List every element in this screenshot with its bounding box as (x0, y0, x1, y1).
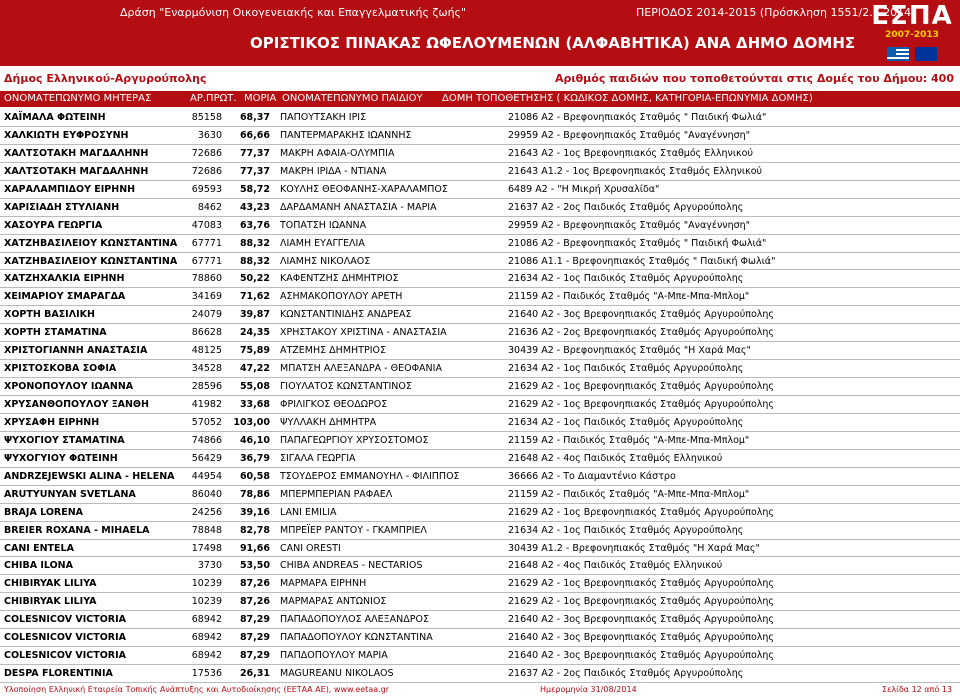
subheader (0, 68, 960, 88)
child-name: ΑΣΗΜΑΚΟΠΟΥΛΟΥ ΑΡΕΤΗ (280, 291, 403, 303)
mother-name: BREIER ROXANA - MIHAELA (4, 524, 150, 536)
table-row (0, 414, 960, 432)
table-row (0, 665, 960, 683)
mother-name: ΨΥΧΟΓΥΙΟΥ ΦΩΤΕΙΝΗ (4, 452, 118, 464)
score: 63,76 (239, 219, 270, 231)
score: 87,29 (239, 650, 270, 662)
structure: 21640 Α2 - 3ος Βρεφονηπιακός Σταθμός Αργυρούπολης (508, 614, 774, 626)
mother-name: BRAJA LORENA (4, 506, 84, 518)
protocol-number: 86628 (191, 327, 222, 339)
protocol-number: 8462 (197, 201, 222, 213)
beneficiaries-table (0, 109, 960, 683)
protocol-number: 86040 (191, 488, 222, 500)
table-row (0, 450, 960, 468)
structure: 21648 Α2 - 4ος Παιδικός Σταθμός Ελληνικού (508, 452, 723, 464)
structure: 21637 Α2 - 2ος Παιδικός Σταθμός Αργυρούπολης (508, 201, 744, 213)
table-row (0, 575, 960, 593)
footer-date: Ημερομηνία 31/08/2014 (540, 685, 637, 694)
structure: 21629 Α2 - 1ος Βρεφονηπιακός Σταθμός Αργυρούπολης (508, 506, 774, 518)
table-header (0, 91, 960, 107)
score: 39,87 (239, 309, 270, 321)
mother-name: DESPA FLORENTINIA (4, 668, 113, 680)
table-row (0, 360, 960, 378)
protocol-number: 72686 (191, 147, 222, 159)
score: 60,58 (239, 470, 270, 482)
child-name: ΜΠΕΡΜΠΕΡΙΑΝ ΡΑΦΑΕΛ (280, 488, 393, 500)
mother-name: ARUTYUNYAN SVETLANA (4, 488, 136, 500)
child-name: ΤΟΠΑΤΣΗ ΙΩΑΝΝΑ (280, 219, 367, 231)
table-row (0, 468, 960, 486)
table-row (0, 342, 960, 360)
municipality-name: Δήμος Ελληνικού-Αργυρούπολης (4, 72, 207, 85)
child-name: MAGUREANU NIKOLAOS (280, 668, 394, 680)
protocol-number: 85158 (191, 112, 222, 123)
score: 47,22 (239, 363, 270, 375)
score: 88,32 (239, 255, 270, 267)
structure: 21629 Α2 - 1ος Βρεφονηπιακός Σταθμός Αργυρούπολης (508, 381, 774, 393)
mother-name: ΧΑΪΜΑΛΑ ΦΩΤΕΙΝΗ (4, 112, 106, 123)
score: 77,37 (239, 147, 270, 159)
footer-page: Σελίδα 12 από 13 (882, 685, 952, 694)
score: 87,29 (239, 614, 270, 626)
protocol-number: 72686 (191, 165, 222, 177)
mother-name: ΧΑΤΖΗΧΑΛΚΙΑ ΕΙΡΗΝΗ (4, 273, 125, 285)
structure: 29959 Α2 - Βρεφονηπιακός Σταθμός "Αναγέννηση" (508, 129, 751, 141)
child-name: ΤΣΟΥΔΕΡΟΣ ΕΜΜΑΝΟΥΗΛ - ΦΙΛΙΠΠΟΣ (280, 470, 460, 482)
mother-name: COLESNICOV VICTORIA (4, 632, 126, 644)
child-name: ΜΠΑΤΣΗ ΑΛΕΞΑΝΔΡΑ - ΘΕΟΦΑΝΙΑ (280, 363, 442, 375)
protocol-number: 48125 (191, 345, 222, 357)
protocol-number: 24256 (191, 506, 222, 518)
score: 50,22 (239, 273, 270, 285)
mother-name: ΧΑΛΤΣΟΤΑΚΗ ΜΑΓΔΑΛΗΝΗ (4, 165, 149, 177)
table-row (0, 199, 960, 217)
structure: 21643 Α2 - 1ος Βρεφονηπιακός Σταθμός Ελληνικού (508, 147, 753, 159)
structure: 21159 Α2 - Παιδικός Σταθμός "Α-Μπε-Μπα-Μπλομ" (508, 488, 750, 500)
mother-name: ΧΡΙΣΤΟΣΚΟΒΑ ΣΟΦΙΑ (4, 363, 117, 375)
child-name: ΔΑΡΔΑΜΑΝΗ ΑΝΑΣΤΑΣΙΑ - ΜΑΡΙΑ (280, 201, 437, 213)
protocol-number: 17536 (191, 668, 222, 680)
score: 43,23 (239, 201, 270, 213)
protocol-number: 78860 (191, 273, 222, 285)
child-name: ΧΡΗΣΤΑΚΟΥ ΧΡΙΣΤΙΝΑ - ΑΝΑΣΤΑΣΙΑ (280, 327, 447, 339)
child-name: ΦΡΙΛΙΓΚΟΣ ΘΕΟΔΩΡΟΣ (280, 399, 388, 410)
table-row (0, 253, 960, 271)
score: 91,66 (239, 542, 270, 554)
structure: 29959 Α2 - Βρεφονηπιακός Σταθμός "Αναγέννηση" (508, 219, 751, 231)
protocol-number: 41982 (191, 399, 222, 410)
child-name: ΠΑΠΟΥΤΣΑΚΗ ΙΡΙΣ (280, 112, 367, 123)
child-name: CANI ORESTI (280, 542, 341, 554)
table-row (0, 504, 960, 522)
mother-name: ΧΡΥΣΑΦΗ ΕΙΡΗΝΗ (4, 416, 100, 428)
structure: 21629 Α2 - 1ος Βρεφονηπιακός Σταθμός Αργυρούπολης (508, 578, 774, 590)
mother-name: ΧΡΟΝΟΠΟΥΛΟΥ ΙΩΑΝΝΑ (4, 381, 134, 393)
mother-name: ΧΑΛΤΣΟΤΑΚΗ ΜΑΓΔΑΛΗΝΗ (4, 147, 149, 159)
structure: 6489 Α2 - "Η Μικρή Χρυσαλίδα" (508, 183, 660, 195)
child-name: ΜΑΚΡΗ ΙΡΙΔΑ - ΝΤΙΑΝΑ (280, 165, 387, 177)
protocol-number: 74866 (191, 434, 222, 446)
table-row (0, 396, 960, 414)
child-name: ΚΑΦΕΝΤΖΗΣ ΔΗΜΗΤΡΙΟΣ (280, 273, 399, 285)
score: 36,79 (239, 452, 270, 464)
protocol-number: 10239 (191, 578, 222, 590)
mother-name: CANI ENTELA (4, 542, 74, 554)
child-name: ΛΙΑΜΗΣ ΝΙΚΟΛΑΟΣ (280, 255, 371, 267)
score: 103,00 (233, 416, 270, 428)
table-row (0, 181, 960, 199)
protocol-number: 57052 (191, 416, 222, 428)
table-row (0, 540, 960, 558)
score: 68,37 (239, 112, 270, 123)
score: 53,50 (239, 560, 270, 572)
protocol-number: 68942 (191, 632, 222, 644)
table-row (0, 593, 960, 611)
structure: 21648 Α2 - 4ος Παιδικός Σταθμός Ελληνικού (508, 560, 723, 572)
mother-name: ΧΑΤΖΗΒΑΣΙΛΕΙΟΥ ΚΩΝΣΤΑΝΤΙΝΑ (4, 255, 178, 267)
structure: 36666 Α2 - Το Διαμαντένιο Κάστρο (508, 470, 676, 482)
period-title: ΠΕΡΙΟΔΟΣ 2014-2015 (Πρόσκληση 1551/2.7.2014) (636, 6, 916, 19)
col-protocol: ΑΡ.ΠΡΩΤ. (190, 93, 237, 104)
protocol-number: 24079 (191, 309, 222, 321)
mother-name: ΧΑΣΟΥΡΑ ΓΕΩΡΓΙΑ (4, 219, 103, 231)
score: 82,78 (239, 524, 270, 536)
child-name: ΛΙΑΜΗ ΕΥΑΓΓΕΛΙΑ (280, 237, 365, 249)
mother-name: ΧΑΤΖΗΒΑΣΙΛΕΙΟΥ ΚΩΝΣΤΑΝΤΙΝΑ (4, 237, 178, 249)
score: 87,29 (239, 632, 270, 644)
mother-name: COLESNICOV VICTORIA (4, 614, 126, 626)
score: 66,66 (239, 129, 270, 141)
protocol-number: 69593 (191, 183, 222, 195)
structure: 21640 Α2 - 3ος Βρεφονηπιακός Σταθμός Αργυρούπολης (508, 632, 774, 644)
table-row (0, 163, 960, 181)
child-name: ΠΑΠΑΔΟΠΟΥΛΟΣ ΑΛΕΞΑΝΔΡΟΣ (280, 614, 429, 626)
table-row (0, 629, 960, 647)
score: 39,16 (239, 506, 270, 518)
protocol-number: 34528 (191, 363, 222, 375)
protocol-number: 68942 (191, 650, 222, 662)
structure: 21640 Α2 - 3ος Βρεφονηπιακός Σταθμός Αργυρούπολης (508, 650, 774, 662)
col-structure: ΔΟΜΗ ΤΟΠΟΘΕΤΗΣΗΣ ( ΚΩΔΙΚΟΣ ΔΟΜΗΣ, ΚΑΤΗΓΟΡΙΑ-ΕΠΩΝΥΜΙΑ ΔΟΜΗΣ) (442, 93, 813, 104)
score: 88,32 (239, 237, 270, 249)
table-row (0, 611, 960, 629)
score: 33,68 (239, 399, 270, 410)
structure: 21629 Α2 - 1ος Βρεφονηπιακός Σταθμός Αργυρούπολης (508, 596, 774, 608)
score: 87,26 (239, 578, 270, 590)
structure: 21086 Α2 - Βρεφονηπιακός Σταθμός " Παιδική Φωλιά" (508, 237, 767, 249)
child-name: ΜΠΡΕΪΕΡ ΡΑΝΤΟΥ - ΓΚΑΜΠΡΙΕΛ (280, 524, 427, 536)
col-child: ΟΝΟΜΑΤΕΠΩΝΥΜΟ ΠΑΙΔΙΟΥ (282, 93, 423, 104)
protocol-number: 3730 (197, 560, 222, 572)
espa-logo (870, 3, 954, 63)
protocol-number: 78848 (191, 524, 222, 536)
structure: 21637 Α2 - 2ος Παιδικός Σταθμός Αργυρούπολης (508, 668, 744, 680)
mother-name: ΧΟΡΤΗ ΣΤΑΜΑΤΙΝΑ (4, 327, 107, 339)
protocol-number: 68942 (191, 614, 222, 626)
protocol-number: 44954 (191, 470, 222, 482)
table-row (0, 306, 960, 324)
page-header (0, 0, 960, 66)
child-name: ΨΥΛΛΑΚΗ ΔΗΜΗΤΡΑ (280, 416, 377, 428)
table-row (0, 235, 960, 253)
child-name: ΚΟΥΛΗΣ ΘΕΟΦΑΝΗΣ-ΧΑΡΑΛΑΜΠΟΣ (280, 183, 448, 195)
child-name: CHIBA ANDREAS - NECTARIOS (280, 560, 423, 572)
mother-name: COLESNICOV VICTORIA (4, 650, 126, 662)
mother-name: ΧΟΡΤΗ ΒΑΣΙΛΙΚΗ (4, 309, 95, 321)
structure: 21640 Α2 - 3ος Βρεφονηπιακός Σταθμός Αργυρούπολης (508, 309, 774, 321)
children-count: Αριθμός παιδιών που τοποθετούνται στις Δομές του Δήμου: 400 (554, 72, 954, 85)
child-name: ΠΑΠΔΟΠΟΥΛΟΥ ΜΑΡΙΑ (280, 650, 388, 662)
structure: 21086 Α1.1 - Βρεφονηπιακός Σταθμός " Παιδική Φωλιά" (508, 255, 776, 267)
table-row (0, 647, 960, 665)
score: 46,10 (239, 434, 270, 446)
table-row (0, 522, 960, 540)
mother-name: ΧΡΙΣΤΟΓΙΑΝΝΗ ΑΝΑΣΤΑΣΙΑ (4, 345, 148, 357)
table-row (0, 270, 960, 288)
page-title: ΟΡΙΣΤΙΚΟΣ ΠΙΝΑΚΑΣ ΩΦΕΛΟΥΜΕΝΩΝ (ΑΛΦΑΒΗΤΙΚΑ) ΑΝΑ ΔΗΜΟ ΔΟΜΗΣ (250, 34, 856, 52)
child-name: ΠΑΝΤΕΡΜΑΡΑΚΗΣ ΙΩΑΝΝΗΣ (280, 129, 412, 141)
child-name: ΣΙΓΑΛΑ ΓΕΩΡΓΙΑ (280, 452, 356, 464)
protocol-number: 47083 (191, 219, 222, 231)
child-name: ΠΑΠΑΓΕΩΡΓΙΟΥ ΧΡΥΣΟΣΤΟΜΟΣ (280, 434, 429, 446)
structure: 30439 Α1.2 - Βρεφονηπιακός Σταθμός "Η Χαρά Μας" (508, 542, 760, 554)
structure: 21634 Α2 - 1ος Παιδικός Σταθμός Αργυρούπολης (508, 524, 744, 536)
table-row (0, 109, 960, 127)
col-mother: ΟΝΟΜΑΤΕΠΩΝΥΜΟ ΜΗΤΕΡΑΣ (4, 93, 152, 104)
child-name: ΜΑΡΜΑΡΑ ΕΙΡΗΝΗ (280, 578, 367, 590)
child-name: ΑΤΖΕΜΗΣ ΔΗΜΗΤΡΙΟΣ (280, 345, 386, 357)
table-row (0, 217, 960, 235)
protocol-number: 10239 (191, 596, 222, 608)
table-row (0, 432, 960, 450)
score: 87,26 (239, 596, 270, 608)
mother-name: CHIBIRYAK LILIYA (4, 578, 97, 590)
score: 55,08 (239, 381, 270, 393)
mother-name: ANDRZEJEWSKI ALINA - HELENA (4, 470, 175, 482)
greek-flag-icon (887, 47, 909, 61)
espa-logo-text: ΕΣΠΑ (871, 1, 953, 31)
mother-name: ΧΑΛΚΙΩΤΗ ΕΥΦΡΟΣΥΝΗ (4, 129, 129, 141)
structure: 21634 Α2 - 1ος Παιδικός Σταθμός Αργυρούπολης (508, 416, 744, 428)
structure: 21159 Α2 - Παιδικός Σταθμός "Α-Μπε-Μπα-Μπλομ" (508, 291, 750, 303)
structure: 21643 Α1.2 - 1ος Βρεφονηπιακός Σταθμός Ελληνικού (508, 165, 763, 177)
structure: 21634 Α2 - 1ος Παιδικός Σταθμός Αργυρούπολης (508, 363, 744, 375)
mother-name: ΨΥΧΟΓΙΟΥ ΣΤΑΜΑΤΙΝΑ (4, 434, 125, 446)
score: 78,86 (239, 488, 270, 500)
table-row (0, 557, 960, 575)
protocol-number: 56429 (191, 452, 222, 464)
score: 75,89 (239, 345, 270, 357)
eu-flag-icon (915, 47, 937, 61)
table-row (0, 127, 960, 145)
score: 24,35 (239, 327, 270, 339)
structure: 21634 Α2 - 1ος Παιδικός Σταθμός Αργυρούπολης (508, 273, 744, 285)
table-row (0, 145, 960, 163)
score: 58,72 (239, 183, 270, 195)
structure: 21629 Α2 - 1ος Βρεφονηπιακός Σταθμός Αργυρούπολης (508, 399, 774, 410)
table-row (0, 378, 960, 396)
espa-logo-years: 2007-2013 (885, 30, 939, 40)
page-footer (0, 683, 960, 697)
mother-name: ΧΕΙΜΑΡΙΟΥ ΣΜΑΡΑΓΔΑ (4, 291, 126, 303)
protocol-number: 3630 (197, 129, 222, 141)
child-name: ΜΑΡΜΑΡΑΣ ΑΝΤΩΝΙΟΣ (280, 596, 387, 608)
mother-name: ΧΑΡΑΛΑΜΠΙΔΟΥ ΕΙΡΗΝΗ (4, 183, 136, 195)
protocol-number: 67771 (191, 255, 222, 267)
child-name: ΚΩΝΣΤΑΝΤΙΝΙΔΗΣ ΑΝΔΡΕΑΣ (280, 309, 412, 321)
program-title: Δράση "Εναρμόνιση Οικογενειακής και Επαγγελματικής ζωής" (120, 6, 467, 19)
mother-name: CHIBA ILONA (4, 560, 73, 572)
mother-name: CHIBIRYAK LILIYA (4, 596, 97, 608)
structure: 30439 Α2 - Βρεφονηπιακός Σταθμός "Η Χαρά Μας" (508, 345, 751, 357)
footer-implementer: Υλοποίηση Ελληνική Εταιρεία Τοπικής Ανάπτυξης και Αυτοδιοίκησης (ΕΕΤΑΑ ΑΕ), www.eetaa.gr (4, 685, 390, 694)
structure: 21086 Α2 - Βρεφονηπιακός Σταθμός " Παιδική Φωλιά" (508, 112, 767, 123)
score: 77,37 (239, 165, 270, 177)
table-row (0, 288, 960, 306)
table-row (0, 486, 960, 504)
protocol-number: 28596 (191, 381, 222, 393)
protocol-number: 34169 (191, 291, 222, 303)
mother-name: ΧΡΥΣΑΝΘΟΠΟΥΛΟΥ ΞΑΝΘΗ (4, 399, 149, 410)
score: 26,31 (239, 668, 270, 680)
child-name: ΜΑΚΡΗ ΑΦΑΙΑ-ΟΛΥΜΠΙΑ (280, 147, 395, 159)
col-score: ΜΟΡΙΑ (244, 93, 277, 104)
child-name: LANI EMILIA (280, 506, 337, 518)
structure: 21636 Α2 - 2ος Βρεφονηπιακός Σταθμός Αργυρούπολης (508, 327, 774, 339)
protocol-number: 17498 (191, 542, 222, 554)
child-name: ΓΙΟΥΛΑΤΟΣ ΚΩΝΣΤΑΝΤΙΝΟΣ (280, 381, 412, 393)
structure: 21159 Α2 - Παιδικός Σταθμός "Α-Μπε-Μπα-Μπλομ" (508, 434, 750, 446)
score: 71,62 (239, 291, 270, 303)
protocol-number: 67771 (191, 237, 222, 249)
table-row (0, 324, 960, 342)
mother-name: ΧΑΡΙΣΙΑΔΗ ΣΤΥΛΙΑΝΗ (4, 201, 120, 213)
child-name: ΠΑΠΑΔΟΠΟΥΛΟΥ ΚΩΝΣΤΑΝΤΙΝΑ (280, 632, 433, 644)
